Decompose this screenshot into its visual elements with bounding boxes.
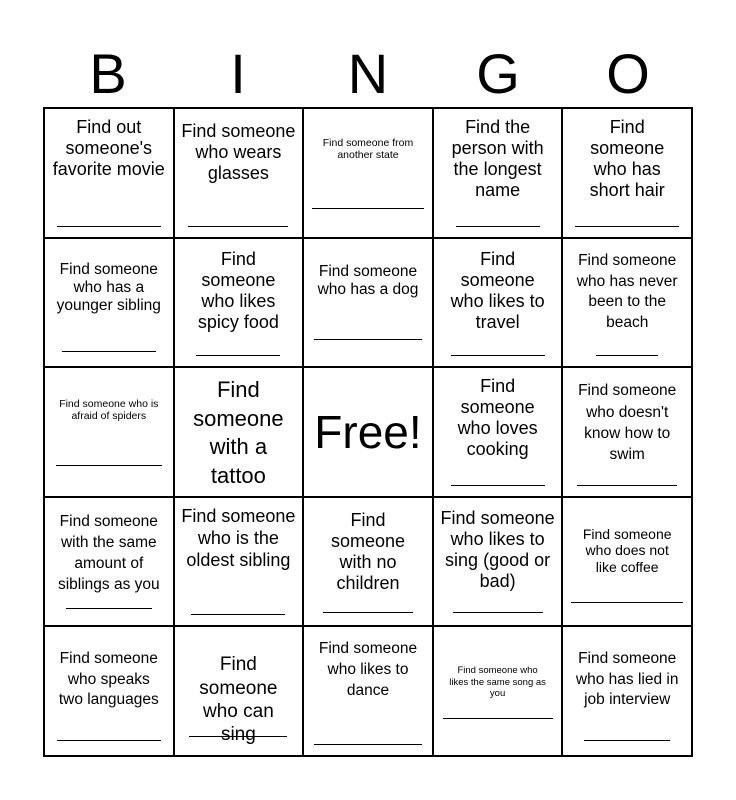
signature-line — [188, 226, 288, 227]
cell-prompt: Find someone who likes to travel — [450, 248, 545, 332]
cell-prompt: Find someone who does not like coffee — [582, 525, 672, 575]
cell-prompt: Find someone who likes the same song as you — [449, 665, 546, 699]
bingo-cell[interactable] — [174, 497, 304, 627]
bingo-cell[interactable] — [562, 108, 692, 238]
cell-prompt: Find someone who has lied in job interview — [575, 650, 679, 708]
cell-prompt: Find someone who has a dog — [317, 262, 419, 298]
bingo-cell[interactable] — [174, 626, 304, 756]
bingo-cell[interactable] — [44, 626, 174, 756]
signature-line — [314, 339, 422, 340]
signature-line — [323, 612, 413, 613]
signature-line — [189, 736, 287, 737]
signature-line — [196, 355, 280, 356]
signature-line — [571, 602, 683, 603]
bingo-cell[interactable] — [303, 626, 433, 756]
free-space[interactable] — [303, 367, 433, 497]
cell-prompt: Find someone who can sing — [199, 654, 278, 745]
signature-line — [443, 718, 553, 719]
cell-prompt: Find someone who is afraid of spiders — [59, 398, 159, 423]
cell-prompt: Find the person with the longest name — [451, 117, 544, 201]
cell-prompt: Find someone from another state — [322, 137, 414, 162]
bingo-cell[interactable] — [433, 367, 563, 497]
cell-prompt: Find someone with a tattoo — [193, 377, 284, 488]
bingo-cell[interactable] — [174, 367, 304, 497]
bingo-header — [43, 42, 693, 106]
header-letter-g: G — [476, 42, 520, 105]
signature-line — [314, 744, 422, 745]
cell-prompt: Find out someone's favorite movie — [52, 117, 165, 180]
cell-prompt: Find someone who speaks two languages — [58, 650, 159, 708]
header-letter-i: I — [230, 42, 246, 105]
cell-prompt: Find someone with the same amount of siblings as you — [57, 512, 160, 593]
cell-prompt: Find someone who doesn't know how to swim — [578, 382, 677, 464]
bingo-cell[interactable] — [433, 238, 563, 368]
signature-line — [62, 351, 156, 352]
signature-line — [57, 226, 161, 227]
header-letter-b: B — [89, 42, 127, 105]
bingo-cell[interactable] — [433, 497, 563, 627]
header-letter-n: N — [347, 42, 389, 105]
bingo-cell[interactable] — [174, 108, 304, 238]
free-label: Free! — [314, 405, 422, 458]
signature-line — [66, 608, 152, 609]
cell-prompt: Find someone with no children — [330, 509, 406, 593]
bingo-cell[interactable] — [44, 108, 174, 238]
signature-line — [57, 740, 161, 741]
signature-line — [596, 355, 658, 356]
bingo-card — [43, 107, 693, 757]
bingo-cell[interactable] — [433, 626, 563, 756]
bingo-cell[interactable] — [562, 497, 692, 627]
cell-prompt: Find someone who is the oldest sibling — [181, 505, 296, 570]
header-letter-o: O — [606, 42, 650, 105]
cell-prompt: Find someone who has never been to the beach — [576, 251, 678, 332]
bingo-cell[interactable] — [174, 238, 304, 368]
bingo-cell[interactable] — [562, 626, 692, 756]
cell-prompt: Find someone who wears glasses — [181, 121, 296, 184]
bingo-cell[interactable] — [562, 367, 692, 497]
signature-line — [56, 465, 162, 466]
cell-prompt: Find someone who likes to dance — [318, 640, 418, 700]
signature-line — [191, 614, 285, 615]
bingo-cell[interactable] — [433, 108, 563, 238]
cell-prompt: Find someone who has short hair — [589, 117, 665, 201]
signature-line — [584, 740, 670, 741]
bingo-cell[interactable] — [562, 238, 692, 368]
signature-line — [575, 226, 679, 227]
bingo-cell[interactable] — [44, 367, 174, 497]
cell-prompt: Find someone who likes to sing (good or bad) — [440, 507, 555, 591]
signature-line — [312, 208, 424, 209]
bingo-cell[interactable] — [303, 108, 433, 238]
signature-line — [453, 612, 543, 613]
bingo-cell[interactable] — [44, 497, 174, 627]
cell-prompt: Find someone who loves cooking — [457, 376, 538, 460]
cell-prompt: Find someone who has a younger sibling — [56, 260, 161, 314]
signature-line — [456, 226, 540, 227]
cell-prompt: Find someone who likes spicy food — [197, 248, 279, 332]
signature-line — [577, 485, 677, 486]
bingo-cell[interactable] — [44, 238, 174, 368]
bingo-cell[interactable] — [303, 238, 433, 368]
bingo-cell[interactable] — [303, 497, 433, 627]
signature-line — [451, 485, 545, 486]
signature-line — [451, 355, 545, 356]
